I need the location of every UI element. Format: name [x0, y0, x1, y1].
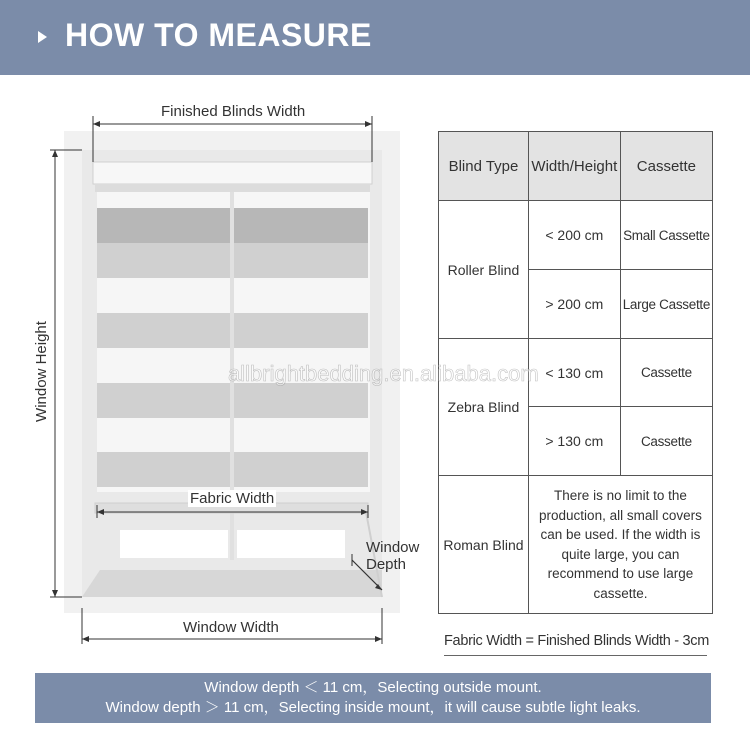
size-cell: > 200 cm [528, 270, 620, 339]
formula-underline [444, 655, 707, 656]
watermark: allbrightbedding.en.alibaba.com [228, 361, 539, 386]
arrow-head-icon [52, 590, 58, 597]
arrow-head-icon [375, 636, 382, 642]
footer-note [35, 673, 711, 723]
window-width-label: Window Width [183, 619, 279, 636]
cassette-cell: Small Cassette [620, 201, 712, 270]
arrow-head-icon [365, 121, 372, 127]
window-height-label: Window Height [32, 321, 50, 422]
blind-type-cell: Zebra Blind [439, 339, 529, 476]
footer-line-2: Window depth ＞ 11 cm，Selecting inside mount，it will cause subtle light leaks. [105, 699, 641, 716]
column-header: Width/Height [528, 132, 620, 201]
finished-blinds-width-label: Finished Blinds Width [161, 103, 306, 120]
size-cell: < 130 cm [528, 339, 620, 407]
cassette-cell: Cassette [620, 339, 712, 407]
arrow-head-icon [52, 150, 58, 157]
column-header: Blind Type [439, 132, 529, 201]
fabric-width-formula: Fabric Width = Finished Blinds Width - 3cm [444, 633, 710, 649]
roman-note-cell: There is no limit to the production, all small covers can be used. If the width is quite large, you can recommend to use large cassette. [528, 476, 712, 614]
size-cell: > 130 cm [528, 407, 620, 476]
page-title: HOW TO MEASURE [65, 17, 372, 53]
table-row [439, 476, 713, 614]
size-cell: < 200 cm [528, 201, 620, 270]
cassette-bar [93, 162, 372, 184]
footer-line-1: Window depth ＜ 11 cm，Selecting outside mount. [204, 679, 542, 696]
cassette-cell: Large Cassette [620, 270, 712, 339]
table-header-row [439, 132, 713, 201]
blind-type-cell: Roman Blind [439, 476, 529, 614]
window-depth-label: Window Depth [366, 539, 420, 573]
table-row [439, 201, 713, 270]
fabric-width-label: Fabric Width [190, 490, 275, 507]
cassette-cell: Cassette [620, 407, 712, 476]
column-header: Cassette [620, 132, 712, 201]
arrow-head-icon [82, 636, 89, 642]
arrow-head-icon [93, 121, 100, 127]
blind-type-cell: Roller Blind [439, 201, 529, 339]
